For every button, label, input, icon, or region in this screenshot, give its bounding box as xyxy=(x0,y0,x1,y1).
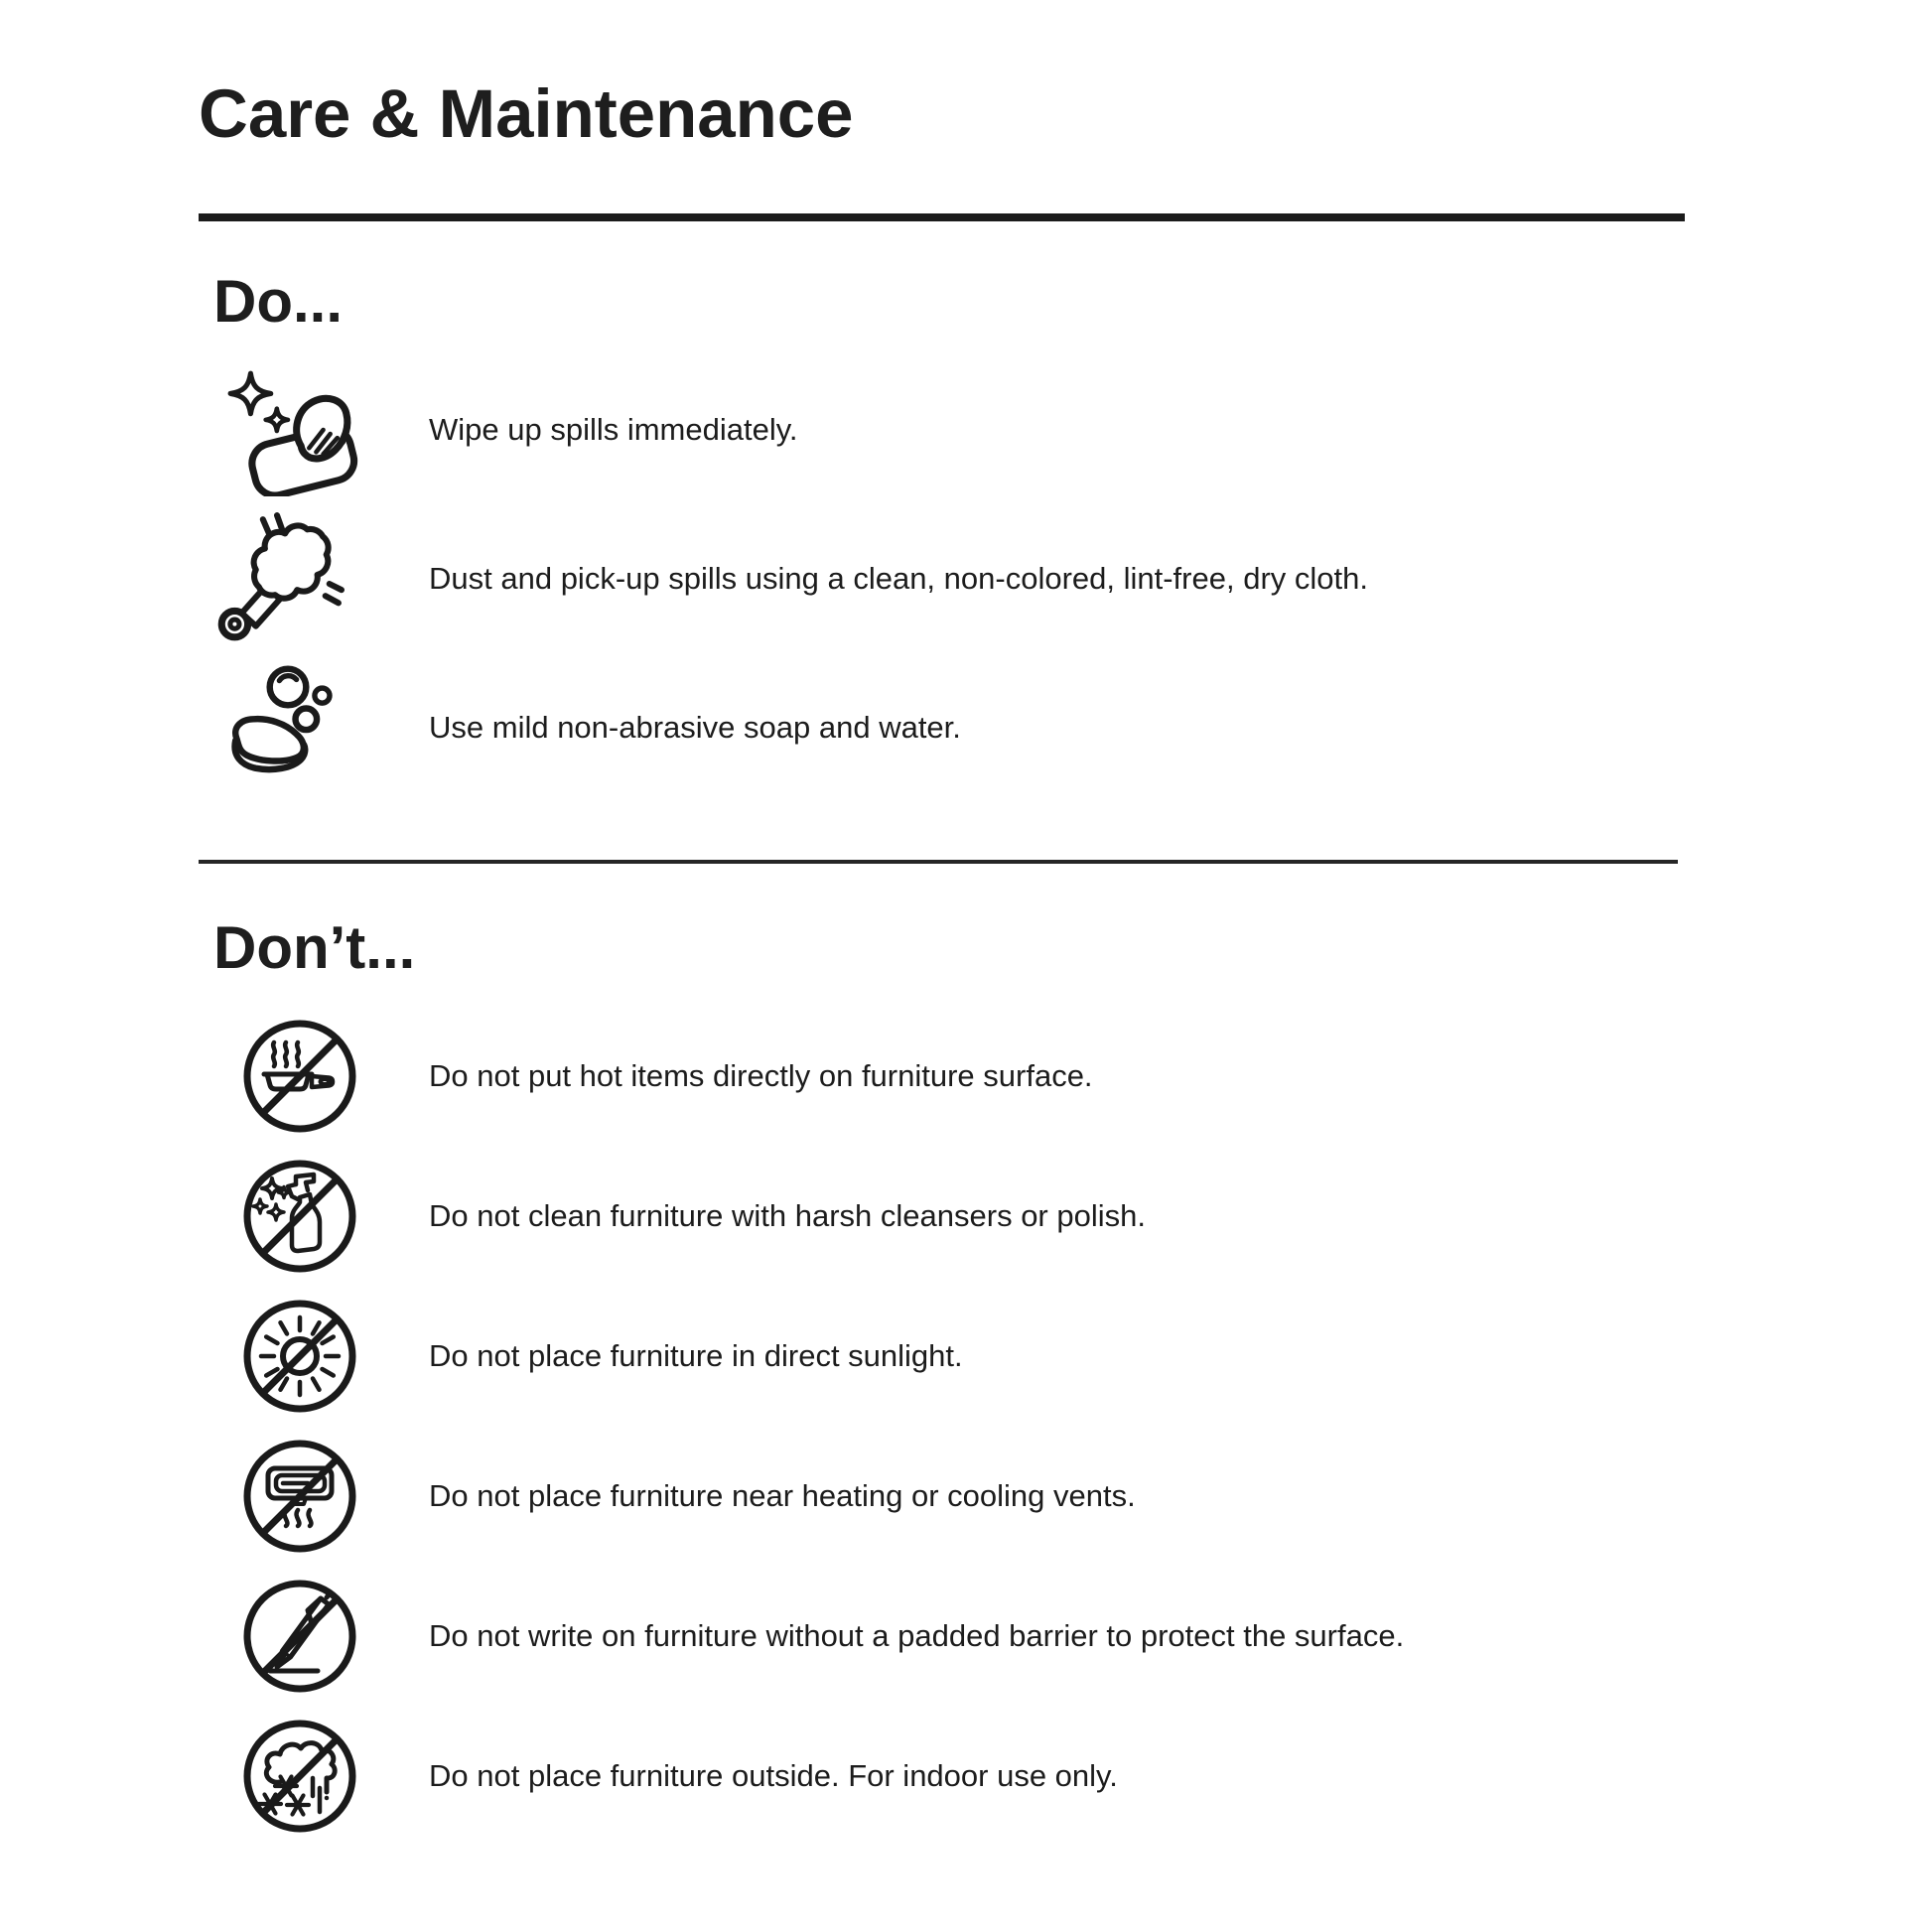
list-item xyxy=(199,1427,1714,1567)
dont-item-text: Do not place furniture in direct sunlight. xyxy=(429,1337,963,1373)
page-title: Care & Maintenance xyxy=(199,75,854,152)
dont-item-text: Do not clean furniture with harsh cleansers or polish. xyxy=(429,1197,1146,1233)
icon-cell xyxy=(199,659,429,798)
list-item xyxy=(199,1147,1714,1287)
icon-cell xyxy=(199,1577,429,1696)
do-item-text: Dust and pick-up spills using a clean, non-colored, lint-free, dry cloth. xyxy=(429,561,1368,597)
list-item xyxy=(199,654,1714,803)
no-writing-icon xyxy=(240,1577,359,1696)
no-outdoor-use-icon xyxy=(240,1717,359,1836)
list-item xyxy=(199,356,1714,505)
icon-cell xyxy=(199,1157,429,1276)
do-item-text: Wipe up spills immediately. xyxy=(429,412,798,448)
feather-duster-icon xyxy=(205,509,345,650)
icon-cell xyxy=(199,1437,429,1556)
wipe-hand-icon xyxy=(205,365,371,496)
icon-cell xyxy=(199,1717,429,1836)
no-hot-items-icon xyxy=(240,1017,359,1136)
soap-and-water-icon xyxy=(205,659,344,798)
icon-cell xyxy=(199,509,429,650)
no-harsh-cleansers-icon xyxy=(240,1157,359,1276)
list-item xyxy=(199,1567,1714,1707)
dont-item-text: Do not put hot items directly on furniture surface. xyxy=(429,1057,1093,1093)
dont-item-text: Do not write on furniture without a padded barrier to protect the surface. xyxy=(429,1617,1405,1653)
list-item xyxy=(199,1287,1714,1427)
dont-list xyxy=(199,1007,1714,1847)
icon-cell xyxy=(199,1017,429,1136)
icon-cell xyxy=(199,365,429,496)
do-list xyxy=(199,356,1714,803)
dont-item-text: Do not place furniture outside. For indoor use only. xyxy=(429,1757,1118,1793)
no-heating-cooling-vents-icon xyxy=(240,1437,359,1556)
list-item xyxy=(199,1007,1714,1147)
dont-section-heading: Don’t... xyxy=(213,913,416,981)
icon-cell xyxy=(199,1297,429,1416)
no-direct-sunlight-icon xyxy=(240,1297,359,1416)
do-section-heading: Do... xyxy=(213,267,343,335)
list-item xyxy=(199,1707,1714,1847)
list-item xyxy=(199,505,1714,654)
do-item-text: Use mild non-abrasive soap and water. xyxy=(429,710,961,746)
title-divider xyxy=(199,213,1685,221)
dont-item-text: Do not place furniture near heating or cooling vents. xyxy=(429,1477,1136,1513)
